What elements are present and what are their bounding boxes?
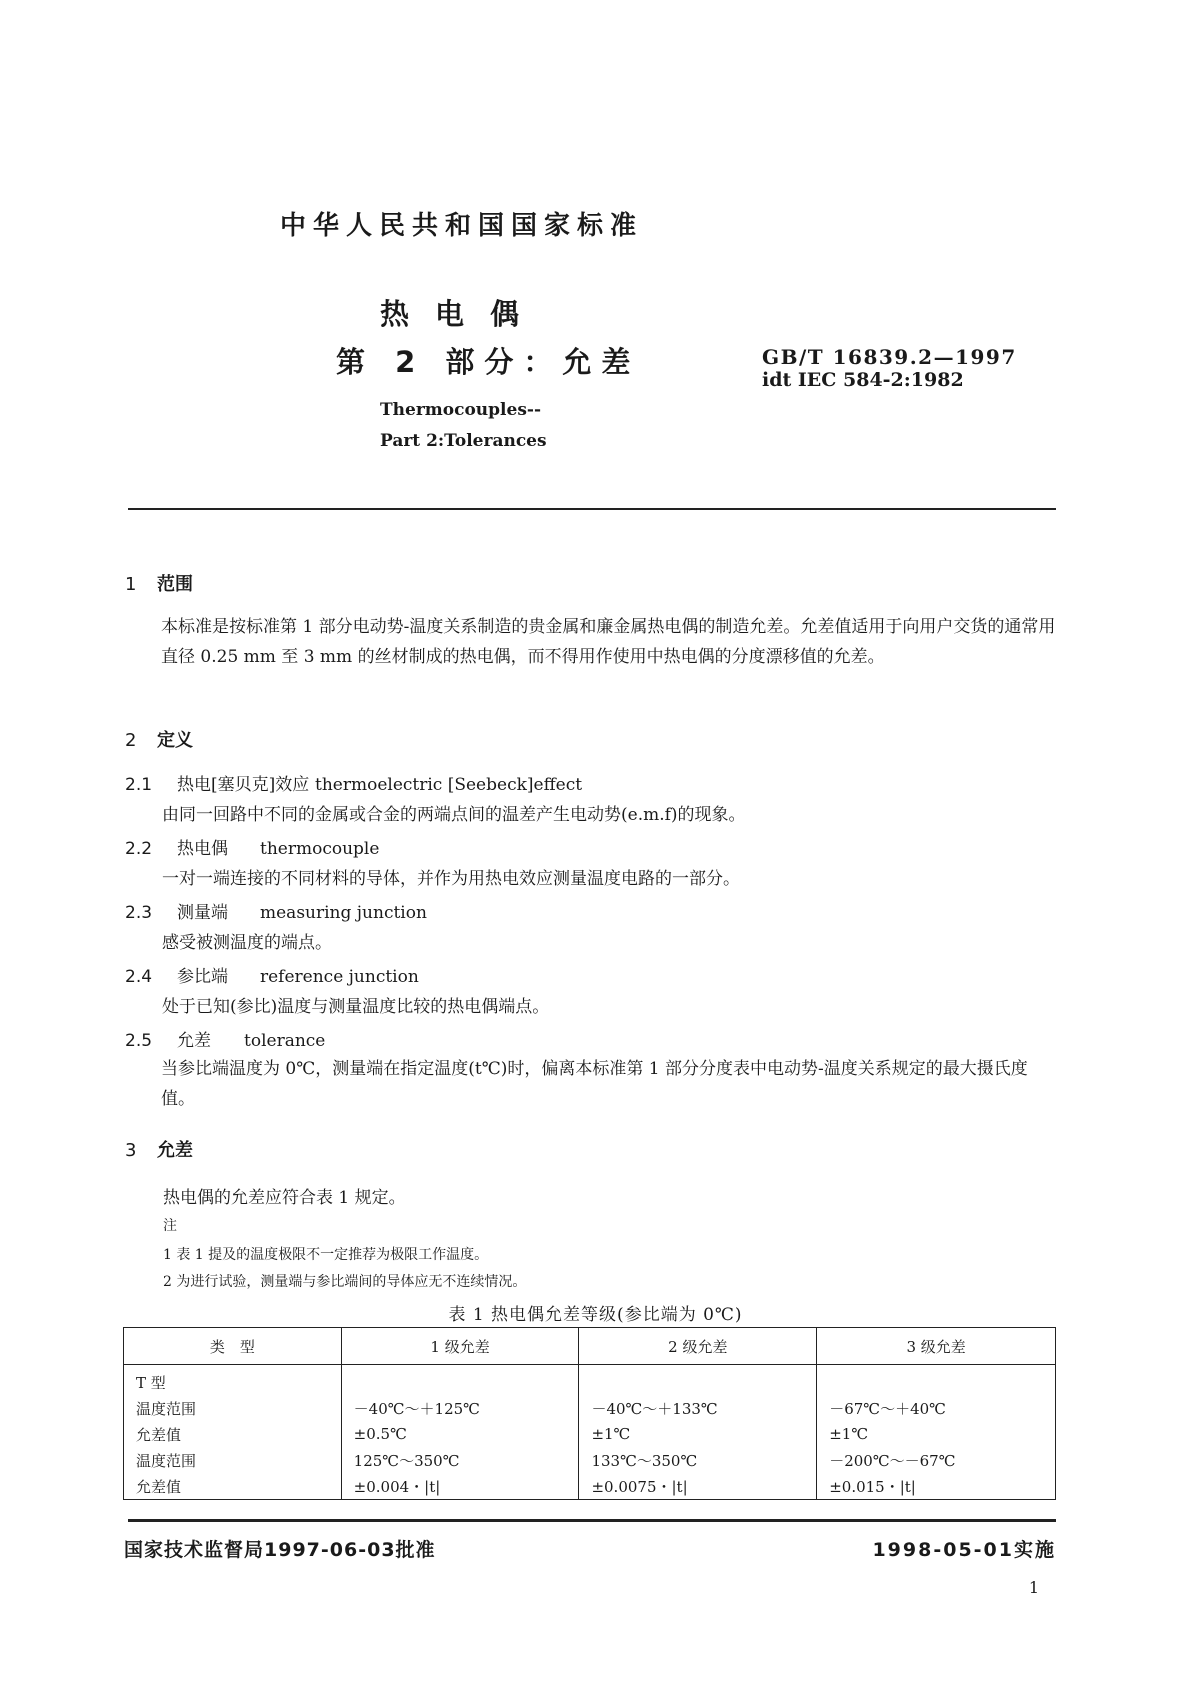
table-row: [124, 1473, 1056, 1500]
section-number: 1: [125, 574, 137, 595]
definition-term-cn: 测量端: [177, 903, 228, 923]
table-row: [124, 1395, 1056, 1421]
table-cell: 温度范围: [124, 1447, 342, 1473]
column-header-class2: 2 级允差: [579, 1328, 817, 1365]
table-cell: ±0.5℃: [341, 1421, 579, 1447]
table-cell: ±0.015・|t|: [817, 1473, 1056, 1500]
table-cell: [341, 1365, 579, 1396]
section-number: 2: [125, 730, 137, 751]
definition-2-3-body: 感受被测温度的端点。: [162, 933, 332, 953]
definition-term-en: thermocouple: [260, 839, 380, 859]
table-cell: T 型: [124, 1365, 342, 1396]
approval-date: 国家技术监督局1997-06-03批准: [124, 1539, 436, 1561]
definition-term-en: reference junction: [260, 967, 419, 987]
definition-term-cn: 允差: [177, 1031, 211, 1051]
column-header-class1: 1 级允差: [341, 1328, 579, 1365]
section-3-text: 热电偶的允差应符合表 1 规定。: [163, 1188, 406, 1208]
definition-2-1-body: 由同一回路中不同的金属或合金的两端点间的温差产生电动势(e.m.f)的现象。: [162, 805, 746, 825]
section-title: 范围: [157, 574, 193, 595]
definition-2-1: [125, 770, 582, 795]
standard-code: GB/T 16839.2—1997: [762, 345, 1017, 369]
definition-number: 2.2: [125, 839, 153, 859]
definition-number: 2.1: [125, 775, 153, 795]
page-number: 1: [1028, 1578, 1039, 1597]
doc-title-line1: 热电偶: [380, 297, 546, 331]
idt-reference: idt IEC 584-2:1982: [762, 369, 964, 391]
table-cell: －40℃～＋133℃: [579, 1395, 817, 1421]
section-3-heading: [125, 1136, 193, 1162]
table-row: [124, 1421, 1056, 1447]
table-row: [124, 1365, 1056, 1396]
column-header-class3: 3 级允差: [817, 1328, 1056, 1365]
note-label: 注: [163, 1218, 177, 1234]
table-cell: 125℃～350℃: [341, 1447, 579, 1473]
english-title-line2: Part 2:Tolerances: [380, 431, 547, 451]
definition-term-en: tolerance: [244, 1031, 326, 1051]
scope-paragraph: 本标准是按标准第 1 部分电动势-温度关系制造的贵金属和廉金属热电偶的制造允差。允差值适用于向用户交货的通常用直径 0.25 mm 至 3 mm 的丝材制成的热电偶，而不得用作使用中热电偶的分度漂移值的允差。: [161, 617, 1056, 667]
definition-term-cn: 热电偶: [177, 839, 228, 859]
definition-number: 2.4: [125, 967, 153, 987]
definition-2-4-body: 处于已知(参比)温度与测量温度比较的热电偶端点。: [162, 997, 550, 1017]
table-header-row: [124, 1328, 1056, 1365]
table-cell: －40℃～＋125℃: [341, 1395, 579, 1421]
issuing-body: 中华人民共和国国家标准: [280, 211, 644, 241]
table-cell: 允差值: [124, 1421, 342, 1447]
english-title-line1: Thermocouples--: [380, 400, 542, 420]
definition-2-5-body: [128, 1054, 1056, 1114]
section-1-text: [128, 612, 1056, 672]
table-cell: 允差值: [124, 1473, 342, 1500]
definition-2-3: [125, 898, 427, 923]
effective-date: 1998-05-01实施: [872, 1539, 1056, 1561]
footer-divider: [128, 1519, 1056, 1522]
tolerance-table: [123, 1327, 1056, 1500]
table-cell: ±1℃: [817, 1421, 1056, 1447]
table-row: [124, 1447, 1056, 1473]
table-cell: [817, 1365, 1056, 1396]
table-cell: 133℃～350℃: [579, 1447, 817, 1473]
note-2: 2 为进行试验，测量端与参比端间的导体应无不连续情况。: [163, 1274, 527, 1290]
section-number: 3: [125, 1140, 137, 1161]
section-1-heading: [125, 570, 193, 596]
table-cell: ±0.0075・|t|: [579, 1473, 817, 1500]
definition-2-4: [125, 962, 419, 987]
definition-term-cn: 热电[塞贝克]效应: [177, 775, 310, 795]
table-cell: 温度范围: [124, 1395, 342, 1421]
column-header-type: 类 型: [124, 1328, 342, 1365]
tolerance-definition-text: 当参比端温度为 0℃，测量端在指定温度(t℃)时，偏离本标准第 1 部分分度表中电动势-温度关系规定的最大摄氏度值。: [161, 1059, 1028, 1109]
section-title: 定义: [157, 730, 193, 751]
section-2-heading: [125, 726, 193, 752]
note-1: 1 表 1 提及的温度极限不一定推荐为极限工作温度。: [163, 1247, 489, 1263]
definition-2-2-body: 一对一端连接的不同材料的导体，并作为用热电效应测量温度电路的一部分。: [162, 869, 740, 889]
definition-term-cn: 参比端: [177, 967, 228, 987]
table-cell: [579, 1365, 817, 1396]
table-cell: ±0.004・|t|: [341, 1473, 579, 1500]
definition-2-5: [125, 1026, 325, 1051]
header-divider: [128, 508, 1056, 510]
table-cell: －200℃～－67℃: [817, 1447, 1056, 1473]
definition-2-2: [125, 834, 379, 859]
definition-term-en: thermoelectric [Seebeck]effect: [315, 775, 583, 795]
definition-number: 2.3: [125, 903, 153, 923]
section-title: 允差: [157, 1140, 193, 1161]
table-cell: －67℃～＋40℃: [817, 1395, 1056, 1421]
table-caption: 表 1 热电偶允差等级(参比端为 0℃): [448, 1305, 743, 1325]
table-cell: ±1℃: [579, 1421, 817, 1447]
doc-title-line2: 第 2 部分：允差: [336, 345, 641, 379]
definition-number: 2.5: [125, 1031, 153, 1051]
definition-term-en: measuring junction: [260, 903, 427, 923]
